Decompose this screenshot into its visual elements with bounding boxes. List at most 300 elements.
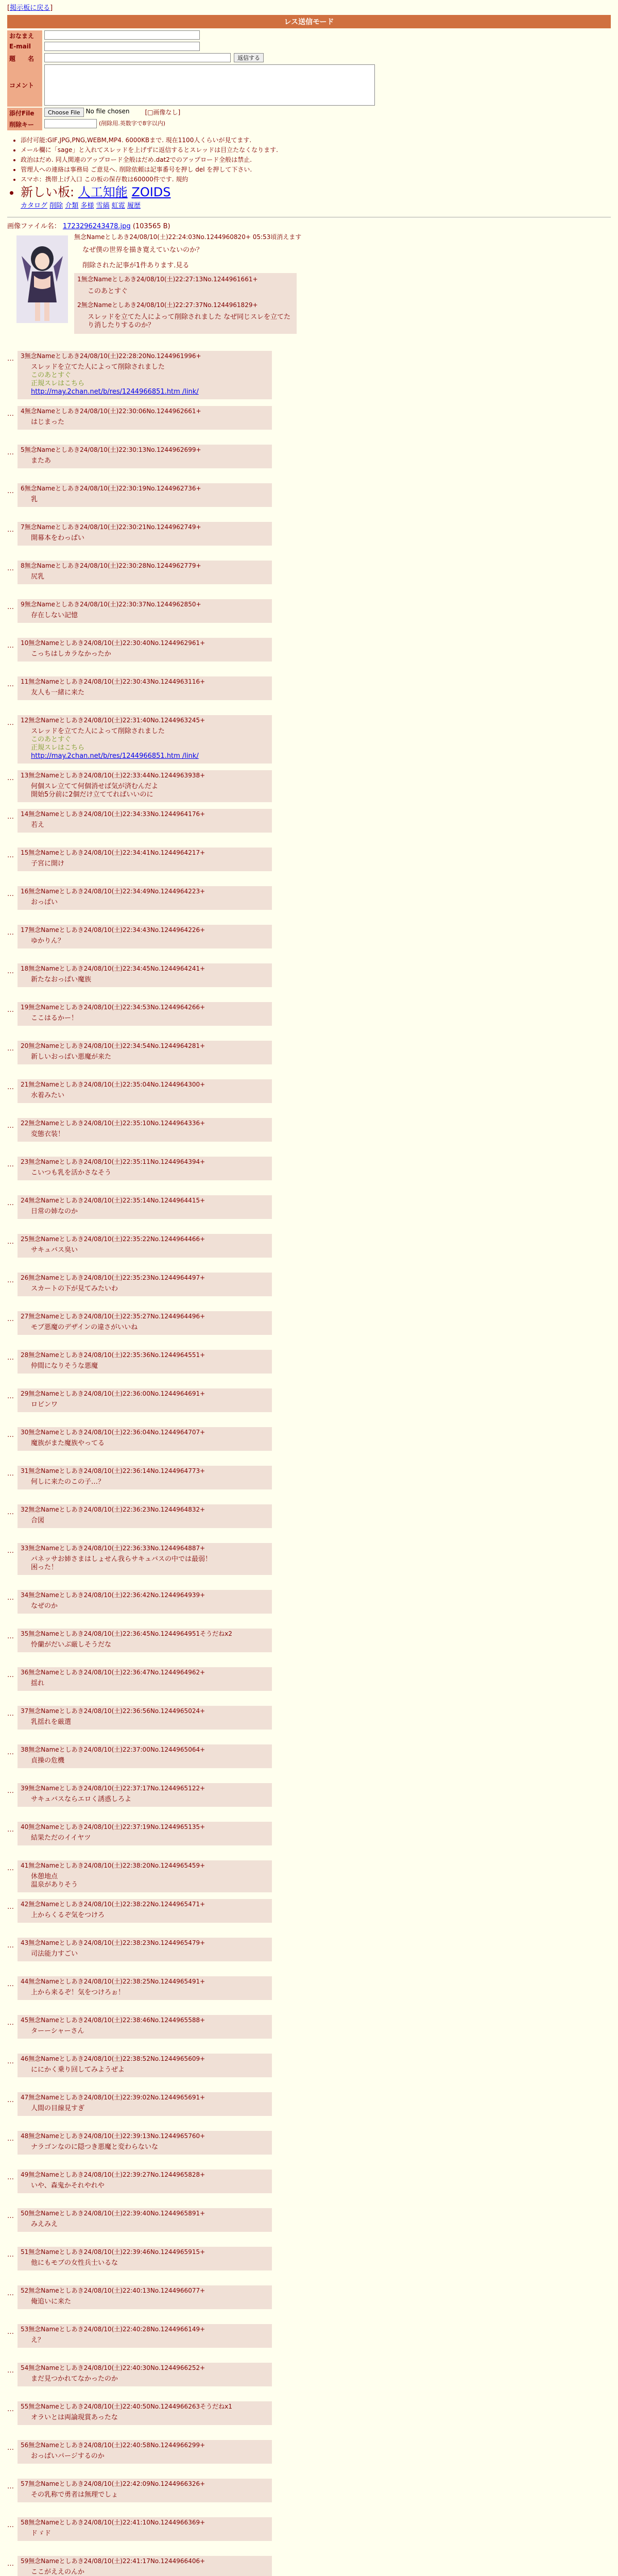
reply-meta[interactable]: 21無念Nameとしあき24/08/10(土)22:35:04No.1244964300+ bbox=[21, 1081, 205, 1088]
note-item: • 政治はだめ. 同人関連のアップロード全般はだめ.dat2でのアップロード全般は禁止. bbox=[21, 155, 618, 165]
reply-text: いや、森鬼かそれやれや bbox=[31, 2182, 105, 2190]
reply-box bbox=[18, 445, 272, 468]
reply-row bbox=[7, 2015, 618, 2052]
reply-box bbox=[18, 1667, 272, 1691]
reply-indent: … bbox=[7, 1865, 14, 1872]
reply-indent: … bbox=[7, 1671, 14, 1679]
reply-box bbox=[18, 676, 272, 700]
reply-text: サキュバスならエロく誘惑しろよ bbox=[31, 1795, 132, 1803]
reply-row bbox=[7, 1667, 618, 1704]
reply-indent: … bbox=[7, 1633, 14, 1640]
reply-box bbox=[18, 1002, 272, 1026]
reply-indent: … bbox=[7, 2328, 14, 2336]
reply-box bbox=[18, 2517, 272, 2541]
note-item: • メール欄に「sage」と入れてスレッドを上げずに返信するとスレッドは目立たなくなります. bbox=[21, 145, 618, 155]
reply-meta[interactable]: 14無念Nameとしあき24/08/10(土)22:34:33No.1244964176+ bbox=[21, 810, 205, 818]
reply-box bbox=[18, 2092, 272, 2116]
reply-row bbox=[7, 2324, 618, 2361]
delkey-label: 削除キー bbox=[7, 119, 42, 130]
reply-row bbox=[7, 1118, 618, 1155]
cat-link[interactable]: 雪縞 bbox=[96, 202, 110, 210]
reply-box bbox=[18, 2479, 272, 2502]
reply-text: 休憩地点 温泉がありそう bbox=[31, 1873, 78, 1889]
reply-row bbox=[7, 1234, 618, 1271]
reply-row bbox=[7, 1041, 618, 1078]
reply-text: 水着みたい bbox=[31, 1092, 65, 1099]
reply-meta[interactable]: 58無念Nameとしあき24/08/10(土)22:41:10No.1244966369+ bbox=[21, 2519, 205, 2526]
reply-row bbox=[7, 963, 618, 1001]
reply-meta[interactable]: 26無念Nameとしあき24/08/10(土)22:35:23No.1244964497+ bbox=[21, 1274, 205, 1281]
reply-meta[interactable]: 32無念Nameとしあき24/08/10(土)22:36:23No.1244964832+ bbox=[21, 1506, 205, 1513]
reply-indent: … bbox=[7, 929, 14, 937]
reply-indent: … bbox=[7, 642, 14, 650]
reply-meta[interactable]: 16無念Nameとしあき24/08/10(土)22:34:49No.1244964223+ bbox=[21, 888, 205, 895]
reply-text: ここがええのんか bbox=[31, 2568, 85, 2576]
reply-text: その乳称で勇者は無理でしょ bbox=[31, 2491, 118, 2499]
reply-meta[interactable]: 46無念Nameとしあき24/08/10(土)22:38:52No.1244965609+ bbox=[21, 2055, 205, 2062]
reply-indent: … bbox=[7, 1122, 14, 1130]
reply-meta[interactable]: 47無念Nameとしあき24/08/10(土)22:39:02No.1244965691+ bbox=[21, 2094, 205, 2101]
reply-meta[interactable]: 57無念Nameとしあき24/08/10(土)22:42:09No.1244966326+ bbox=[21, 2480, 205, 2487]
reply-text: 人間の目線見すぎ bbox=[31, 2105, 85, 2112]
reply-meta[interactable]: 11無念Nameとしあき24/08/10(土)22:30:43No.1244963116+ bbox=[21, 678, 205, 685]
reply-meta[interactable]: 22無念Nameとしあき24/08/10(土)22:35:10No.1244964336+ bbox=[21, 1120, 205, 1127]
cat-link[interactable]: カタログ bbox=[21, 202, 48, 210]
reply-indent: … bbox=[7, 1393, 14, 1400]
news-item bbox=[21, 184, 618, 200]
op-line: なぜ僕の世界を描き寛えていないのか？ bbox=[82, 246, 203, 254]
reply-indent: … bbox=[7, 1006, 14, 1014]
delkey-input[interactable] bbox=[44, 119, 97, 128]
reply-indent: … bbox=[7, 1315, 14, 1323]
reply-meta[interactable]: 18無念Nameとしあき24/08/10(土)22:34:45No.1244964241+ bbox=[21, 965, 205, 972]
reply-meta[interactable]: 25無念Nameとしあき24/08/10(土)22:35:22No.1244964466+ bbox=[21, 1235, 205, 1243]
reply-meta[interactable]: 12無念Nameとしあき24/08/10(土)22:31:40No.1244963245+ bbox=[21, 717, 205, 724]
reply-text: 結果ただのイイヤツ bbox=[31, 1834, 91, 1842]
reply-box bbox=[18, 2170, 272, 2193]
reply-row bbox=[7, 1629, 618, 1666]
reply-row bbox=[7, 1706, 618, 1743]
reply-row bbox=[7, 925, 618, 962]
reply-indent: … bbox=[7, 2251, 14, 2259]
reply-meta[interactable]: 28無念Nameとしあき24/08/10(土)22:35:36No.1244964551+ bbox=[21, 1351, 205, 1359]
reply-box bbox=[18, 599, 272, 623]
reply-box bbox=[18, 1590, 272, 1614]
reply-text: 貞操の危機 bbox=[31, 1757, 65, 1765]
reply-row bbox=[7, 1350, 618, 1387]
reply-indent: … bbox=[7, 603, 14, 611]
reply-meta[interactable]: 33無念Nameとしあき24/08/10(土)22:36:33No.1244964887+ bbox=[21, 1545, 205, 1552]
reply-row bbox=[7, 2479, 618, 2516]
reply-indent: … bbox=[7, 719, 14, 727]
reply-row bbox=[7, 2054, 618, 2091]
reply-box bbox=[18, 1427, 272, 1451]
cat-link[interactable]: 虹霓 bbox=[111, 202, 125, 210]
reply-row bbox=[7, 1938, 618, 1975]
reply-indent: … bbox=[7, 2212, 14, 2220]
reply-indent: … bbox=[7, 2367, 14, 2375]
cat-link[interactable]: 介類 bbox=[65, 202, 79, 210]
reply-indent: … bbox=[7, 449, 14, 456]
reply-indent: … bbox=[7, 1431, 14, 1439]
reply-meta[interactable]: 23無念Nameとしあき24/08/10(土)22:35:11No.1244964394+ bbox=[21, 1158, 205, 1165]
file-size: (103565 B) bbox=[132, 223, 170, 230]
reply-indent: … bbox=[7, 1826, 14, 1834]
reply-row bbox=[7, 445, 618, 482]
reply-box bbox=[18, 1273, 272, 1296]
reply-indent: … bbox=[7, 2174, 14, 2181]
reply-row bbox=[7, 886, 618, 923]
reply-indent: … bbox=[7, 1710, 14, 1718]
reply-row bbox=[7, 638, 618, 675]
reply-box bbox=[18, 2363, 272, 2386]
reply-text: 新しいおっぱい悪魔が来た bbox=[31, 1053, 112, 1061]
reply-box bbox=[18, 886, 272, 910]
reply-box bbox=[18, 1041, 272, 1064]
reply-row bbox=[7, 483, 618, 520]
reply-row bbox=[7, 2556, 618, 2576]
reply-text: パネッサお姉さまはしょせん我らサキュバスの中では最弱！ 困った！ bbox=[31, 1555, 212, 1571]
reply-text: 俺追いに来た bbox=[31, 2298, 72, 2306]
reply-box bbox=[18, 2208, 272, 2232]
reply-indent: … bbox=[7, 1277, 14, 1284]
reply-meta[interactable]: 54無念Nameとしあき24/08/10(土)22:40:30No.1244966252+ bbox=[21, 2364, 205, 2371]
file-label: 添付File bbox=[7, 108, 42, 119]
reply-meta[interactable]: 5無念Nameとしあき24/08/10(土)22:30:13No.1244962699+ bbox=[21, 446, 201, 453]
reply-meta[interactable]: 20無念Nameとしあき24/08/10(土)22:34:54No.1244964281+ bbox=[21, 1042, 205, 1049]
reply-indent: … bbox=[7, 1749, 14, 1756]
reply-indent: … bbox=[7, 1161, 14, 1168]
reply-row bbox=[7, 1195, 618, 1232]
reply-text: サキュバス臭い bbox=[31, 1246, 78, 1254]
reply-text: ターーシャーさん bbox=[31, 2027, 84, 2035]
reply-meta[interactable]: 37無念Nameとしあき24/08/10(土)22:36:56No.1244965024+ bbox=[21, 1707, 205, 1715]
reply-row bbox=[7, 2247, 618, 2284]
reply-row bbox=[7, 2401, 618, 2438]
reply-box bbox=[18, 1938, 272, 1961]
reply-text: 新たなおっぱい魔族 bbox=[31, 976, 92, 984]
reply-meta[interactable]: 36無念Nameとしあき24/08/10(土)22:36:47No.1244964962+ bbox=[21, 1669, 205, 1676]
news-link-zoids[interactable]: ZOIDS bbox=[131, 185, 171, 199]
reply-text: 開幕本をわっぱい bbox=[31, 534, 84, 542]
reply-row bbox=[7, 1899, 618, 1936]
comment-textarea[interactable] bbox=[44, 64, 375, 106]
file-link[interactable]: 1723296243478.jpg bbox=[62, 223, 131, 230]
reply-text: 何個スレ立てて何個消せば気が済むんだよ 開始5分前に2個だけ立ててればいいのに bbox=[31, 783, 159, 799]
reply-indent: … bbox=[7, 410, 14, 418]
reply-text: スレッドを立てた人によって削除されました このあとすぐ 正規スレはこちら http://may.2chan.net/b/res/1244966851.htm /link/ bbox=[31, 727, 199, 760]
cat-link[interactable]: 多様 bbox=[80, 202, 94, 210]
reply-row bbox=[7, 522, 618, 559]
reply-meta[interactable]: 4無念Nameとしあき24/08/10(土)22:30:06No.1244962661+ bbox=[21, 408, 201, 415]
reply-row bbox=[7, 1976, 618, 2013]
reply-indent: … bbox=[7, 774, 14, 782]
reply-row bbox=[7, 770, 618, 807]
reply-meta: 1無念Nameとしあき24/08/10(土)22:27:13No.1244961661+ bbox=[77, 276, 258, 283]
note-item: • 添付可能:GIF,JPG,PNG,WEBM,MP4. 6000KBまで. 現在1100人くらいが見てます. bbox=[21, 135, 618, 145]
reply-box bbox=[18, 925, 272, 948]
submit-button[interactable]: 返信する bbox=[234, 53, 264, 62]
reply-row bbox=[7, 1543, 618, 1588]
reply-text: 乳揺れを厳選 bbox=[31, 1718, 72, 1726]
file-info bbox=[7, 221, 611, 230]
reply-row bbox=[7, 2285, 618, 2323]
reply-box bbox=[18, 1388, 272, 1412]
reply-indent: … bbox=[7, 1199, 14, 1207]
reply-indent: … bbox=[7, 2096, 14, 2104]
back-link[interactable]: 掲示板に戻る bbox=[10, 4, 50, 12]
reply-text: このあとすぐ bbox=[88, 287, 128, 295]
reply-meta[interactable]: 42無念Nameとしあき24/08/10(土)22:38:22No.1244965471+ bbox=[21, 1901, 205, 1908]
reply-box bbox=[18, 1629, 272, 1652]
reply-text: 司法能力すごい bbox=[31, 1950, 78, 1958]
reply-meta[interactable]: 34無念Nameとしあき24/08/10(土)22:36:42No.1244964939+ bbox=[21, 1591, 205, 1599]
reply-row bbox=[7, 351, 618, 404]
reply-text: ににかく乗り回してみようぜよ bbox=[31, 2066, 125, 2074]
reply-indent: … bbox=[7, 1787, 14, 1795]
reply-meta[interactable]: 53無念Nameとしあき24/08/10(土)22:40:28No.1244966149+ bbox=[21, 2326, 205, 2333]
reply-text: 上からくるぞ気をつけろ bbox=[31, 1911, 105, 1919]
reply-text: スカートの下が見てみたいわ bbox=[31, 1285, 118, 1293]
reply-box bbox=[18, 1350, 272, 1374]
reply-row bbox=[7, 561, 618, 598]
reply-indent: … bbox=[7, 813, 14, 821]
reply-box bbox=[18, 1706, 272, 1730]
reply-indent: … bbox=[7, 890, 14, 898]
reply-row bbox=[7, 1079, 618, 1116]
reply-text: ここはるかー！ bbox=[31, 1014, 78, 1022]
reply-indent: … bbox=[7, 2483, 14, 2490]
op-post bbox=[7, 232, 611, 351]
reply-row bbox=[7, 1388, 618, 1426]
reply-row bbox=[7, 2208, 618, 2245]
comment-label: コメント bbox=[7, 64, 42, 107]
reply-row bbox=[7, 1002, 618, 1039]
reply-box bbox=[18, 1543, 272, 1575]
reply-indent: … bbox=[7, 1470, 14, 1478]
reply-box bbox=[18, 715, 272, 764]
name-label: おなまえ bbox=[7, 30, 42, 42]
reply-meta[interactable]: 56無念Nameとしあき24/08/10(土)22:40:58No.1244966299+ bbox=[21, 2442, 205, 2449]
reply-row bbox=[7, 1157, 618, 1194]
reply-indent: … bbox=[7, 526, 14, 534]
reply-indent: … bbox=[7, 2405, 14, 2413]
reply-text: 乳 bbox=[31, 496, 38, 503]
reply-text: こっちはしカラなかったか bbox=[31, 650, 111, 658]
reply-box bbox=[18, 1822, 272, 1845]
file-info-label: 画像ファイル名： bbox=[7, 223, 61, 230]
reply-text: ナラゴンなのに隠つき悪魔と変わらないな bbox=[31, 2143, 159, 2151]
reply-row bbox=[7, 1744, 618, 1782]
reply-row bbox=[7, 1860, 618, 1897]
reply-text: みえみえ bbox=[31, 2221, 58, 2228]
reply-meta[interactable]: 40無念Nameとしあき24/08/10(土)22:37:19No.1244965135+ bbox=[21, 1823, 205, 1831]
news-prefix: 新しい板: bbox=[21, 185, 75, 199]
reply-meta[interactable]: 45無念Nameとしあき24/08/10(土)22:38:46No.1244965588+ bbox=[21, 2016, 205, 2024]
reply-text: 仲間になりそうな悪魔 bbox=[31, 1362, 98, 1370]
reply-indent: … bbox=[7, 2521, 14, 2529]
reply-row bbox=[7, 2170, 618, 2207]
reply-text: 他にもモブの女性兵士いるな bbox=[31, 2259, 118, 2267]
reply-text: はじまった bbox=[31, 418, 65, 426]
reply-meta[interactable]: 8無念Nameとしあき24/08/10(土)22:30:28No.1244962779+ bbox=[21, 562, 201, 569]
reply-meta[interactable]: 38無念Nameとしあき24/08/10(土)22:37:00No.1244965064+ bbox=[21, 1746, 205, 1753]
reply-meta[interactable]: 39無念Nameとしあき24/08/10(土)22:37:17No.1244965122+ bbox=[21, 1785, 205, 1792]
reply-indent: … bbox=[7, 1980, 14, 1988]
reply-text: ドゞド bbox=[31, 2530, 52, 2537]
reply-row bbox=[7, 809, 618, 846]
reply-meta[interactable]: 13無念Nameとしあき24/08/10(土)22:33:44No.1244963938+ bbox=[21, 772, 205, 779]
reply-row bbox=[7, 1311, 618, 1348]
reply-meta[interactable]: 44無念Nameとしあき24/08/10(土)22:38:25No.1244965491+ bbox=[21, 1978, 205, 1985]
reply-meta[interactable]: 51無念Nameとしあき24/08/10(土)22:39:46No.1244965915+ bbox=[21, 2248, 205, 2256]
reply-row bbox=[7, 1590, 618, 1627]
reply-row bbox=[7, 2092, 618, 2129]
reply-box bbox=[18, 2556, 272, 2576]
reply-text: 魔族がまた魔族やってる bbox=[31, 1439, 105, 1447]
reply-meta[interactable]: 30無念Nameとしあき24/08/10(土)22:36:04No.1244964707+ bbox=[21, 1429, 205, 1436]
reply-meta[interactable]: 41無念Nameとしあき24/08/10(土)22:38:20No.1244965459+ bbox=[21, 1862, 205, 1869]
reply-meta[interactable]: 35無念Nameとしあき24/08/10(土)22:36:45No.1244964951そうだねx2 bbox=[21, 1630, 232, 1637]
reply-text: 尻乳 bbox=[31, 573, 45, 581]
reply-meta[interactable]: 48無念Nameとしあき24/08/10(土)22:39:13No.1244965760+ bbox=[21, 2132, 205, 2140]
mode-title: レス送信モード bbox=[7, 15, 611, 28]
reply-box bbox=[18, 1118, 272, 1142]
note-item: • 管理人への連絡は事務局 ご意見へ. 削除依頼は記事番号を押し del を押して下さい. bbox=[21, 165, 618, 175]
reply-meta[interactable]: 55無念Nameとしあき24/08/10(土)22:40:50No.1244966263そうだねx1 bbox=[21, 2403, 232, 2410]
op-thumbnail[interactable] bbox=[16, 235, 68, 323]
reply-box bbox=[18, 406, 272, 430]
reply-box bbox=[18, 351, 272, 399]
news-link-ai[interactable]: 人工知能 bbox=[78, 185, 128, 199]
reply-box bbox=[18, 2440, 272, 2464]
reply-text: おっぱいパージするのか bbox=[31, 2452, 105, 2460]
file-status: No file chosen bbox=[85, 108, 130, 115]
reply-list bbox=[0, 351, 618, 2576]
reply-text: え？ bbox=[31, 2336, 45, 2344]
cat-link[interactable]: 履歴 bbox=[127, 202, 141, 210]
reply-text: 何しに来たのこの子…？ bbox=[31, 1478, 105, 1486]
reply-text: まだ見つかれてなかったのか bbox=[31, 2375, 118, 2383]
reply-indent: … bbox=[7, 2058, 14, 2065]
reply-meta[interactable]: 19無念Nameとしあき24/08/10(土)22:34:53No.1244964266+ bbox=[21, 1004, 205, 1011]
reply-box bbox=[18, 2247, 272, 2270]
reply-indent: … bbox=[7, 2444, 14, 2452]
choose-file-button[interactable]: Choose File bbox=[44, 108, 84, 117]
reply-row bbox=[7, 1504, 618, 1541]
reply-meta[interactable]: 7無念Nameとしあき24/08/10(土)22:30:21No.1244962749+ bbox=[21, 523, 201, 531]
top-bar: [掲示板に戻る] bbox=[7, 4, 53, 12]
reply-meta[interactable]: 52無念Nameとしあき24/08/10(土)22:40:13No.1244966077+ bbox=[21, 2287, 205, 2294]
reply-text: 変態衣装！ bbox=[31, 1130, 65, 1138]
cat-link[interactable]: 削除 bbox=[49, 202, 63, 210]
reply-indent: … bbox=[7, 1547, 14, 1555]
note-item: • スマホ：携帯上げ入口 この板の保存数は60000件です. 規約 bbox=[21, 175, 618, 184]
reply-meta[interactable]: 24無念Nameとしあき24/08/10(土)22:35:14No.1244964415+ bbox=[21, 1197, 205, 1204]
reply-box bbox=[18, 770, 272, 802]
reply-indent: … bbox=[7, 2560, 14, 2568]
reply-row bbox=[7, 1783, 618, 1820]
no-image-checkbox[interactable]: [□画像なし] bbox=[145, 109, 181, 116]
reply-row bbox=[7, 2363, 618, 2400]
reply-box bbox=[18, 638, 272, 662]
reply-box bbox=[18, 1860, 272, 1892]
op-meta: 無念Nameとしあき24/08/10(土)22:24:03No.1244960820+ 05:53頃消えます bbox=[74, 233, 302, 241]
reply-row bbox=[7, 2517, 618, 2554]
reply-row bbox=[7, 2131, 618, 2168]
reply-indent: … bbox=[7, 487, 14, 495]
reply-indent: … bbox=[7, 1354, 14, 1362]
reply-meta[interactable]: 9無念Nameとしあき24/08/10(土)22:30:37No.1244962850+ bbox=[21, 601, 201, 608]
name-input[interactable] bbox=[44, 30, 200, 40]
reply-row bbox=[7, 676, 618, 714]
reply-meta[interactable]: 6無念Nameとしあき24/08/10(土)22:30:19No.1244962736+ bbox=[21, 485, 201, 492]
reply-box bbox=[18, 1976, 272, 2000]
reply-text: 揺れ bbox=[31, 1680, 45, 1687]
reply-text: 友人も一緒に来た bbox=[31, 689, 85, 697]
reply-box bbox=[18, 1195, 272, 1219]
reply-box bbox=[18, 1466, 272, 1489]
reply-meta[interactable]: 49無念Nameとしあき24/08/10(土)22:39:27No.1244965828+ bbox=[21, 2171, 205, 2178]
reply-meta[interactable]: 15無念Nameとしあき24/08/10(土)22:34:41No.1244964217+ bbox=[21, 849, 205, 856]
reply-box bbox=[18, 963, 272, 987]
reply-meta[interactable]: 31無念Nameとしあき24/08/10(土)22:36:14No.1244964773+ bbox=[21, 1467, 205, 1475]
reply-meta[interactable]: 59無念Nameとしあき24/08/10(土)22:41:17No.1244966406+ bbox=[21, 2557, 205, 2565]
reply-row bbox=[7, 715, 618, 769]
reply-indent: … bbox=[7, 1903, 14, 1911]
reply-box bbox=[18, 1899, 272, 1923]
reply-text: 若え bbox=[31, 821, 45, 829]
reply-meta[interactable]: 3無念Nameとしあき24/08/10(土)22:28:20No.1244961996+ bbox=[21, 352, 201, 360]
reply-indent: … bbox=[7, 1509, 14, 1516]
reply-indent: … bbox=[7, 1083, 14, 1091]
email-input[interactable] bbox=[44, 42, 200, 51]
reply-indent: … bbox=[7, 1942, 14, 1950]
reply-meta[interactable]: 29無念Nameとしあき24/08/10(土)22:36:00No.1244964691+ bbox=[21, 1390, 205, 1397]
reply-meta[interactable]: 27無念Nameとしあき24/08/10(土)22:35:27No.1244964496+ bbox=[21, 1313, 205, 1320]
reply-box bbox=[18, 1079, 272, 1103]
reply-meta[interactable]: 10無念Nameとしあき24/08/10(土)22:30:40No.1244962961+ bbox=[21, 639, 205, 647]
reply-text: ゆかりん？ bbox=[31, 937, 65, 945]
reply-text: 日常の姉なのか bbox=[31, 1208, 78, 1215]
subject-label: 題 名 bbox=[7, 53, 42, 64]
subject-input[interactable] bbox=[44, 53, 231, 62]
reply-text: こいつも乳を活かさなそう bbox=[31, 1169, 112, 1177]
reply-box bbox=[18, 1311, 272, 1335]
reply-text: 合図 bbox=[31, 1517, 45, 1524]
reply-row bbox=[7, 1273, 618, 1310]
reply-box bbox=[18, 2285, 272, 2309]
reply-row bbox=[7, 1466, 618, 1503]
reply-meta[interactable]: 17無念Nameとしあき24/08/10(土)22:34:43No.1244964226+ bbox=[21, 926, 205, 934]
reply-form bbox=[7, 30, 618, 130]
reply-indent: … bbox=[7, 852, 14, 859]
reply-indent: … bbox=[7, 681, 14, 688]
inline-replies bbox=[74, 273, 297, 334]
reply-meta[interactable]: 50無念Nameとしあき24/08/10(土)22:39:40No.1244965891+ bbox=[21, 2210, 205, 2217]
reply-box bbox=[18, 2401, 272, 2425]
reply-box bbox=[18, 2324, 272, 2348]
reply-text: なぜのか bbox=[31, 1602, 58, 1610]
reply-box bbox=[18, 1157, 272, 1180]
reply-text: 存在しない記憶 bbox=[31, 612, 78, 619]
op-line: 削除された記事が1件あります.見る bbox=[82, 262, 190, 269]
reply-text: 怜蘭がだいぶ厳しそうだな bbox=[31, 1641, 112, 1649]
reply-box bbox=[18, 2054, 272, 2077]
reply-indent: … bbox=[7, 1045, 14, 1053]
reply-meta[interactable]: 43無念Nameとしあき24/08/10(土)22:38:23No.1244965479+ bbox=[21, 1939, 205, 1946]
reply-text: モブ悪魔のデザインの違さがいいね bbox=[31, 1324, 138, 1331]
